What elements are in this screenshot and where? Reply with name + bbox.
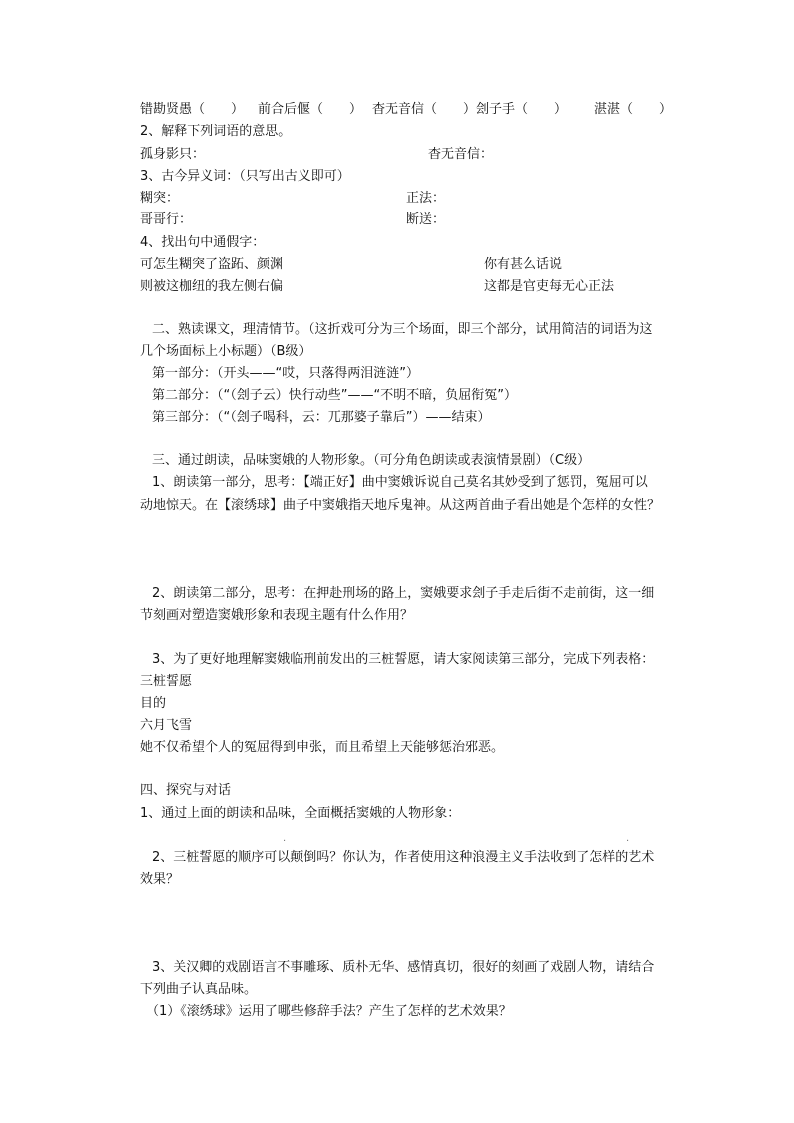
scan-speck: ·	[626, 836, 630, 847]
q4-item: 则被这枷纽的我左侧右偏	[140, 279, 284, 294]
section-4-question-3: 3、关汉卿的戏剧语言不事雕琢、质朴无华、感情真切，很好的刻画了戏剧人物，请结合	[152, 960, 655, 975]
pinyin-item: 杳无音信（ ）	[372, 102, 477, 117]
section-2-part: 第三部分：（“（刽子喝科，云：兀那婆子靠后”）——结束）	[152, 410, 491, 425]
section-4-question-3-sub-1: （1）《滚绣球》运用了哪些修辞手法？产生了怎样的艺术效果？	[146, 1004, 512, 1019]
section-4-heading: 四、探究与对话	[140, 783, 232, 798]
q4-item: 你有甚么话说	[484, 257, 563, 272]
section-2-heading: 二、熟读课文，理清情节。（这折戏可分为三个场面，即三个部分，试用简洁的词语为这	[152, 322, 653, 337]
q2-item: 杳无音信：	[428, 147, 494, 162]
section-4-question-1: 1、通过上面的朗读和品味，全面概括窦娥的人物形象：	[140, 806, 461, 821]
q3-item: 哥哥行：	[140, 212, 193, 227]
vow-table-cell: 目的	[140, 696, 167, 711]
section-3-question-1-cont: 动地惊天。在【滚绣球】曲子中窦娥指天地斥鬼神。从这两首曲子看出她是个怎样的女性？	[140, 498, 661, 513]
vow-table-cell: 她不仅希望个人的冤屈得到申张，而且希望上天能够惩治邪恶。	[140, 740, 505, 755]
pinyin-item: 湛湛（ ）	[594, 102, 673, 117]
section-2-part: 第一部分：（开头——“哎，只落得两泪涟涟”）	[152, 366, 419, 381]
section-4-question-3-cont: 下列曲子认真品味。	[140, 982, 258, 997]
q4-title: 4、找出句中通假字：	[140, 235, 266, 250]
q3-title: 3、古今异义词：（只写出古义即可）	[140, 169, 350, 184]
q3-item: 正法：	[406, 191, 446, 206]
pinyin-item: 前合后偃（ ）	[258, 102, 363, 117]
pinyin-row	[0, 102, 794, 120]
section-4-question-2: 2、三桩誓愿的顺序可以颠倒吗？你认为，作者使用这种浪漫主义手法收到了怎样的艺术	[152, 850, 655, 865]
q4-item: 这都是官吏每无心正法	[484, 279, 615, 294]
q3-item: 断送：	[406, 212, 446, 227]
section-3-question-2: 2、朗读第二部分，思考：在押赴刑场的路上，窦娥要求刽子手走后街不走前街，这一细	[152, 586, 655, 601]
q4-item: 可怎生糊突了盗跖、颜渊	[140, 257, 284, 272]
section-3-question-1: 1、朗读第一部分，思考：【端正好】曲中窦娥诉说自己莫名其妙受到了惩罚，冤屈可以	[152, 475, 648, 490]
pinyin-item: 刽子手（ ）	[476, 102, 568, 117]
q2-item: 孤身影只：	[140, 147, 206, 162]
vow-table-cell: 三桩誓愿	[140, 674, 193, 689]
section-2-heading-cont: 几个场面标上小标题）（B级）	[140, 344, 312, 359]
scan-speck: ·	[283, 836, 287, 847]
section-3-question-3: 3、为了更好地理解窦娥临刑前发出的三桩誓愿，请大家阅读第三部分，完成下列表格：	[152, 652, 655, 667]
section-4-question-2-cont: 效果？	[140, 872, 180, 887]
pinyin-item: 错勘贤愚（ ）	[140, 102, 245, 117]
vow-table-cell: 六月飞雪	[140, 718, 193, 733]
section-2-part: 第二部分：（“（刽子云）快行动些”——“不明不暗，负屈衔冤”）	[152, 388, 517, 403]
section-3-question-2-cont: 节刻画对塑造窦娥形象和表现主题有什么作用？	[140, 608, 414, 623]
q2-title: 2、解释下列词语的意思。	[140, 124, 292, 139]
section-3-heading: 三、通过朗读，品味窦娥的人物形象。（可分角色朗读或表演情景剧）（C级）	[152, 453, 591, 468]
q3-item: 糊突：	[140, 191, 180, 206]
